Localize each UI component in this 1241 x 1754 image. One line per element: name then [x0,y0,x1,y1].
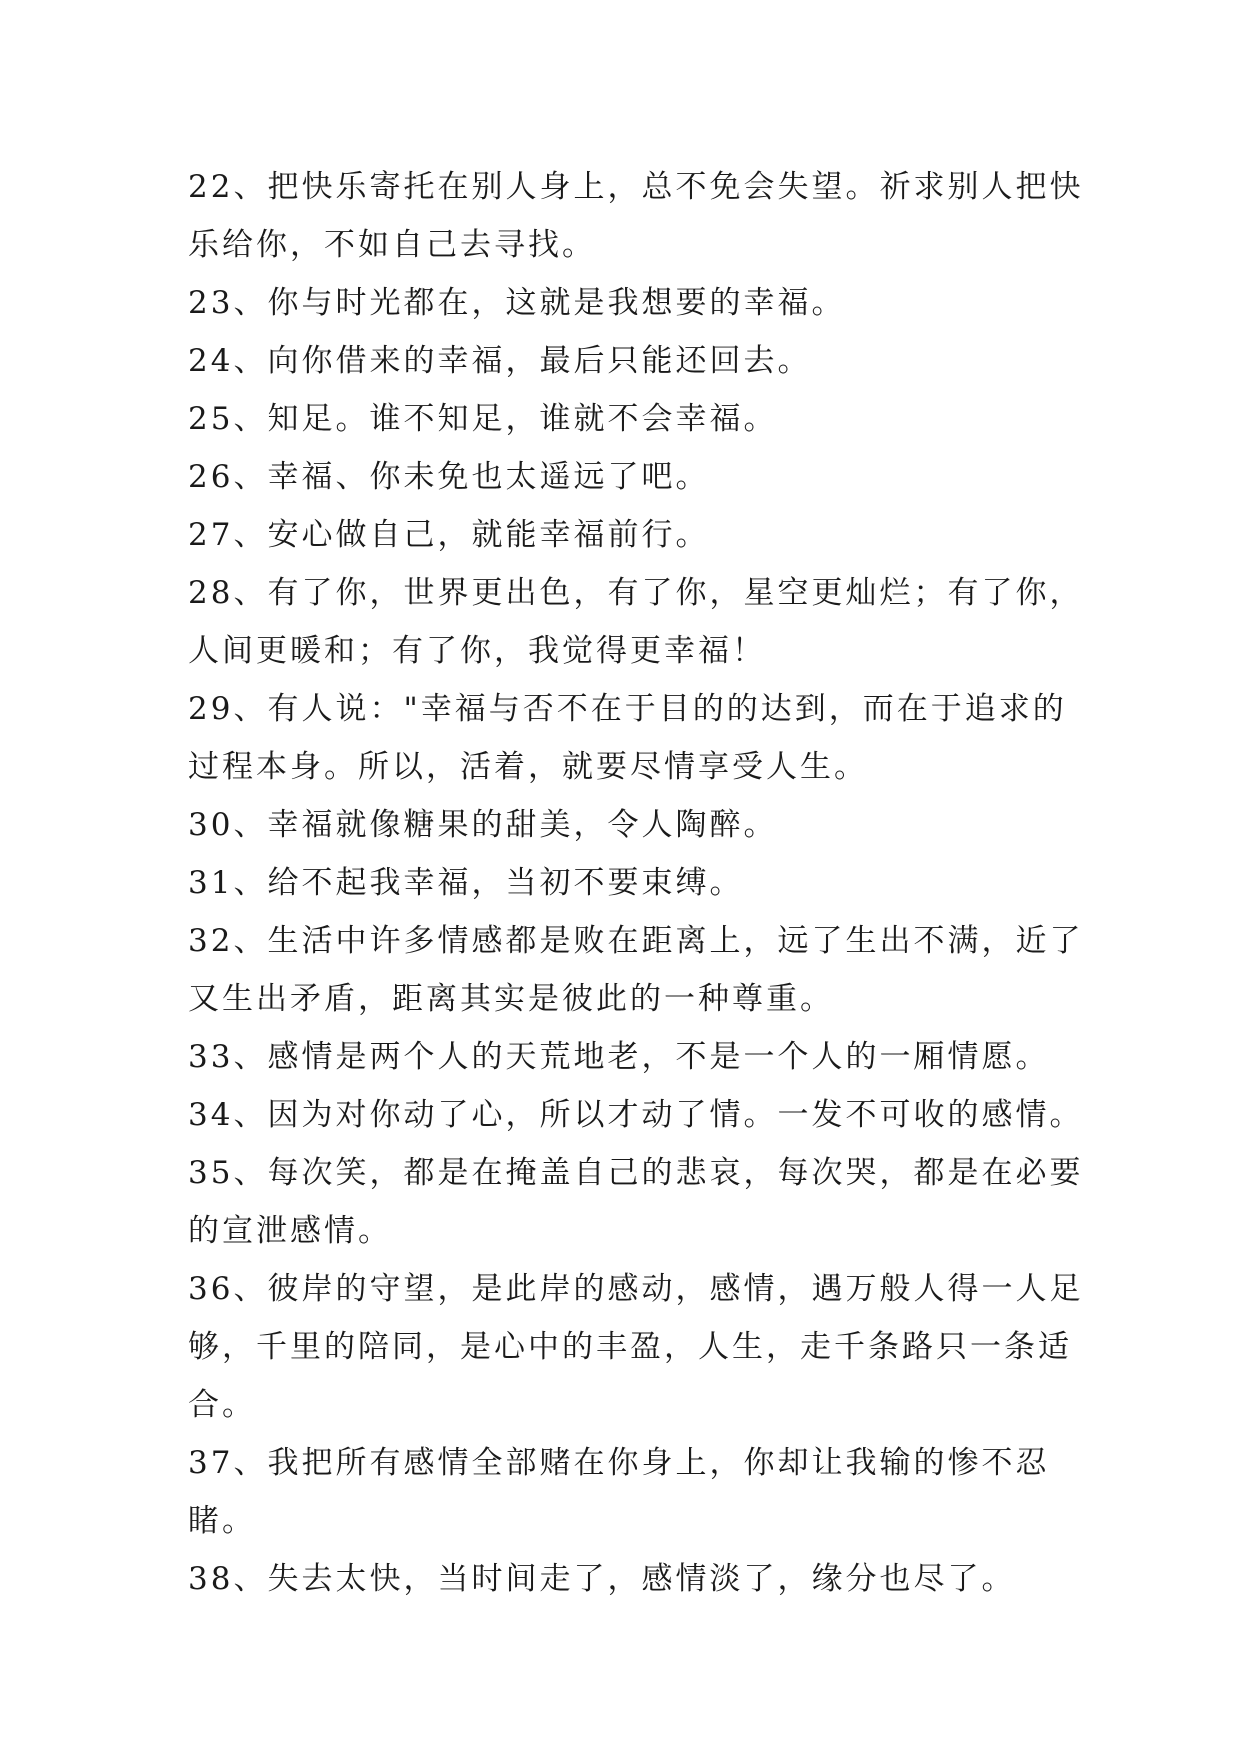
list-item: 34、因为对你动了心，所以才动了情。一发不可收的感情。 [188,1097,1084,1133]
list-item: 33、感情是两个人的天荒地老，不是一个人的一厢情愿。 [188,1039,1050,1075]
list-item: 28、有了你，世界更出色，有了你，星空更灿烂；有了你，人间更暖和；有了你，我觉得更幸福！ [188,575,1084,669]
list-item: 30、幸福就像糖果的甜美，令人陶醉。 [188,807,778,843]
list-item: 37、我把所有感情全部赌在你身上，你却让我输的惨不忍睹。 [188,1445,1050,1539]
list-item: 29、有人说："幸福与否不在于目的的达到，而在于追求的过程本身。所以，活着，就要尽情享受人生。 [188,691,1067,785]
document-body [188,158,1088,1608]
list-item: 32、生活中许多情感都是败在距离上，远了生出不满，近了又生出矛盾，距离其实是彼此的一种尊重。 [188,923,1084,1017]
list-item: 24、向你借来的幸福，最后只能还回去。 [188,343,812,379]
list-item: 36、彼岸的守望，是此岸的感动，感情，遇万般人得一人足够，千里的陪同，是心中的丰盈，人生，走千条路只一条适合。 [188,1271,1084,1423]
list-item: 27、安心做自己，就能幸福前行。 [188,517,710,553]
list-item: 35、每次笑，都是在掩盖自己的悲哀，每次哭，都是在必要的宣泄感情。 [188,1155,1084,1249]
list-item: 26、幸福、你未免也太遥远了吧。 [188,459,710,495]
list-item: 25、知足。谁不知足，谁就不会幸福。 [188,401,778,437]
list-item: 23、你与时光都在，这就是我想要的幸福。 [188,285,846,321]
list-item: 22、把快乐寄托在别人身上，总不免会失望。祈求别人把快乐给你，不如自己去寻找。 [188,169,1084,263]
list-item: 38、失去太快，当时间走了，感情淡了，缘分也尽了。 [188,1561,1016,1597]
list-item: 31、给不起我幸福，当初不要束缚。 [188,865,744,901]
